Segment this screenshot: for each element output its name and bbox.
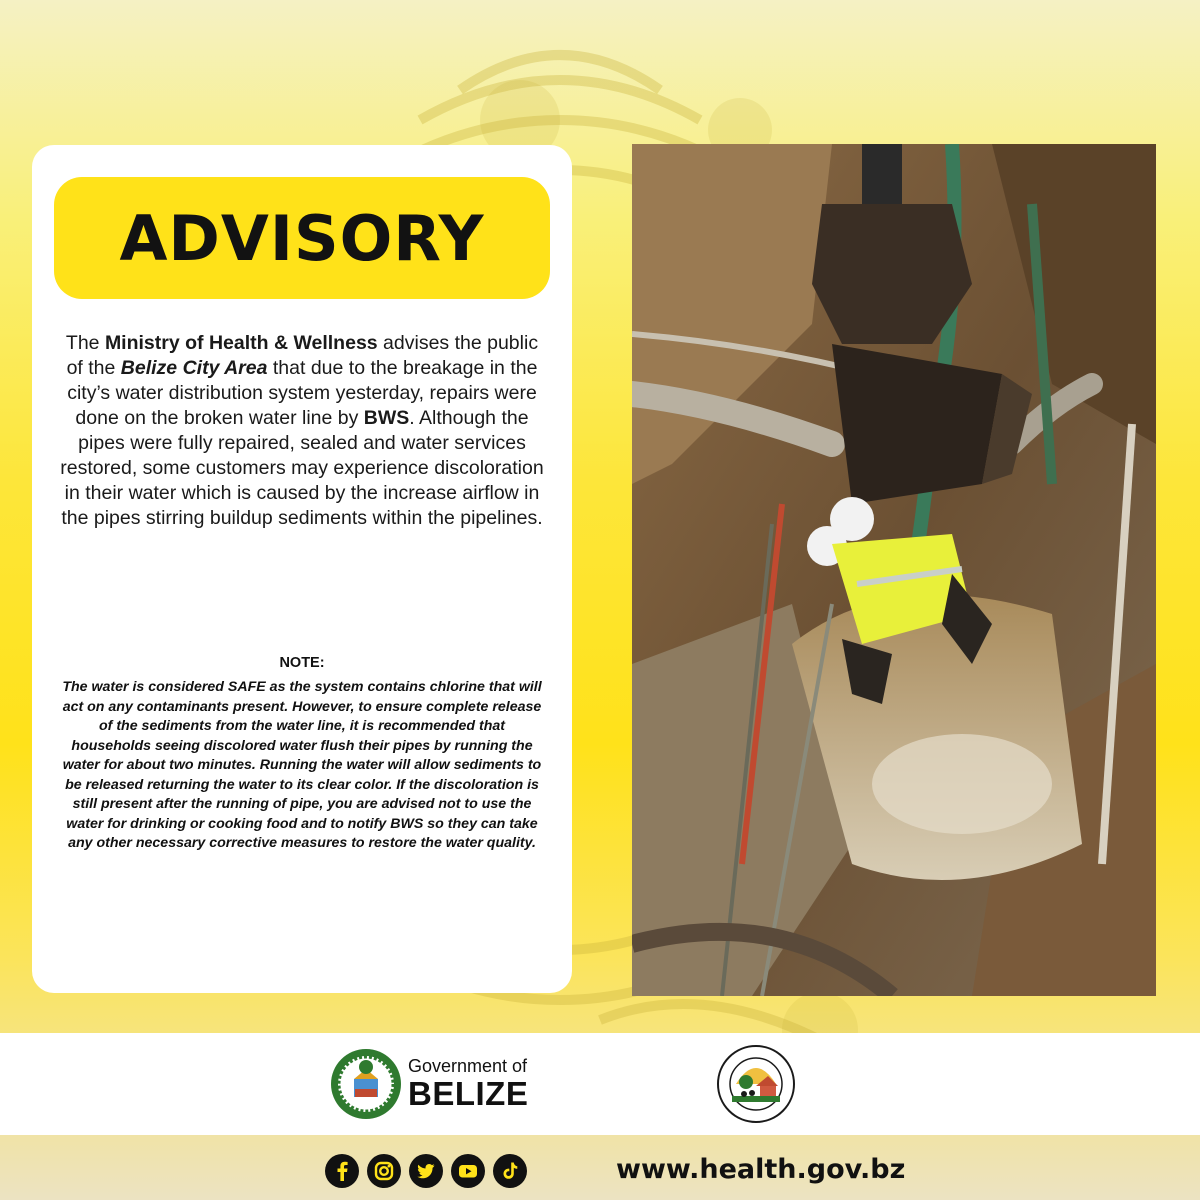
area-name: Belize City Area xyxy=(120,357,268,379)
note-text-1: The water is considered xyxy=(62,679,228,695)
website-url[interactable]: www.health.gov.bz xyxy=(616,1154,906,1185)
advisory-body xyxy=(60,331,544,531)
gov-line-1: Government of xyxy=(408,1056,528,1076)
note-text-2: as the system contains chlorine that will act on any contaminants present. However, to ensure complete release of the sediments from the water line, it is recommended that households seeing discolored water flush their pipes by running the water for about two minutes. Running the water will allow sediments to be released returning the water to its clear color. If the discoloration is still present after the running of pipe, you are advised not to use the water for drinking or cooking food and to notify xyxy=(62,679,542,832)
ministry-name: Ministry of Health & Wellness xyxy=(104,332,378,354)
body-text-2: advises the public of the xyxy=(66,332,539,379)
note-body xyxy=(60,678,544,854)
body-text-4: . Although the pipes were fully repaired, sealed and water services restored, some customers may experience discoloration in their water which is caused by the increase airflow in the pipes stirring buildup sediments within the pipelines. xyxy=(60,407,544,529)
twitter-icon[interactable] xyxy=(409,1154,443,1188)
safe-label: SAFE xyxy=(227,679,266,695)
body-text-3: that due to the breakage in the city’s water distribution system yesterday, repairs were done on the broken water line by xyxy=(67,357,538,429)
footer-band xyxy=(0,1033,1200,1135)
youtube-icon[interactable] xyxy=(451,1154,485,1188)
advisory-title: ADVISORY xyxy=(119,201,485,275)
government-of-belize-wordmark xyxy=(408,1056,568,1112)
body-text-1: The xyxy=(65,332,105,354)
tiktok-icon[interactable] xyxy=(493,1154,527,1188)
advisory-badge xyxy=(54,177,550,299)
note-text-3: so they can take any other necessary corrective measures to restore the water quality. xyxy=(68,815,538,851)
note-heading: NOTE: xyxy=(279,655,325,671)
belize-coat-of-arms-logo xyxy=(329,1047,403,1121)
facebook-icon[interactable] xyxy=(325,1154,359,1188)
ministry-of-health-seal xyxy=(716,1044,796,1124)
advisory-card xyxy=(32,145,572,993)
gov-line-2: BELIZE xyxy=(408,1075,529,1112)
note-bws: BWS xyxy=(390,815,424,832)
repair-work-photo xyxy=(632,144,1156,996)
instagram-icon[interactable] xyxy=(367,1154,401,1188)
bws-name: BWS xyxy=(363,407,410,429)
